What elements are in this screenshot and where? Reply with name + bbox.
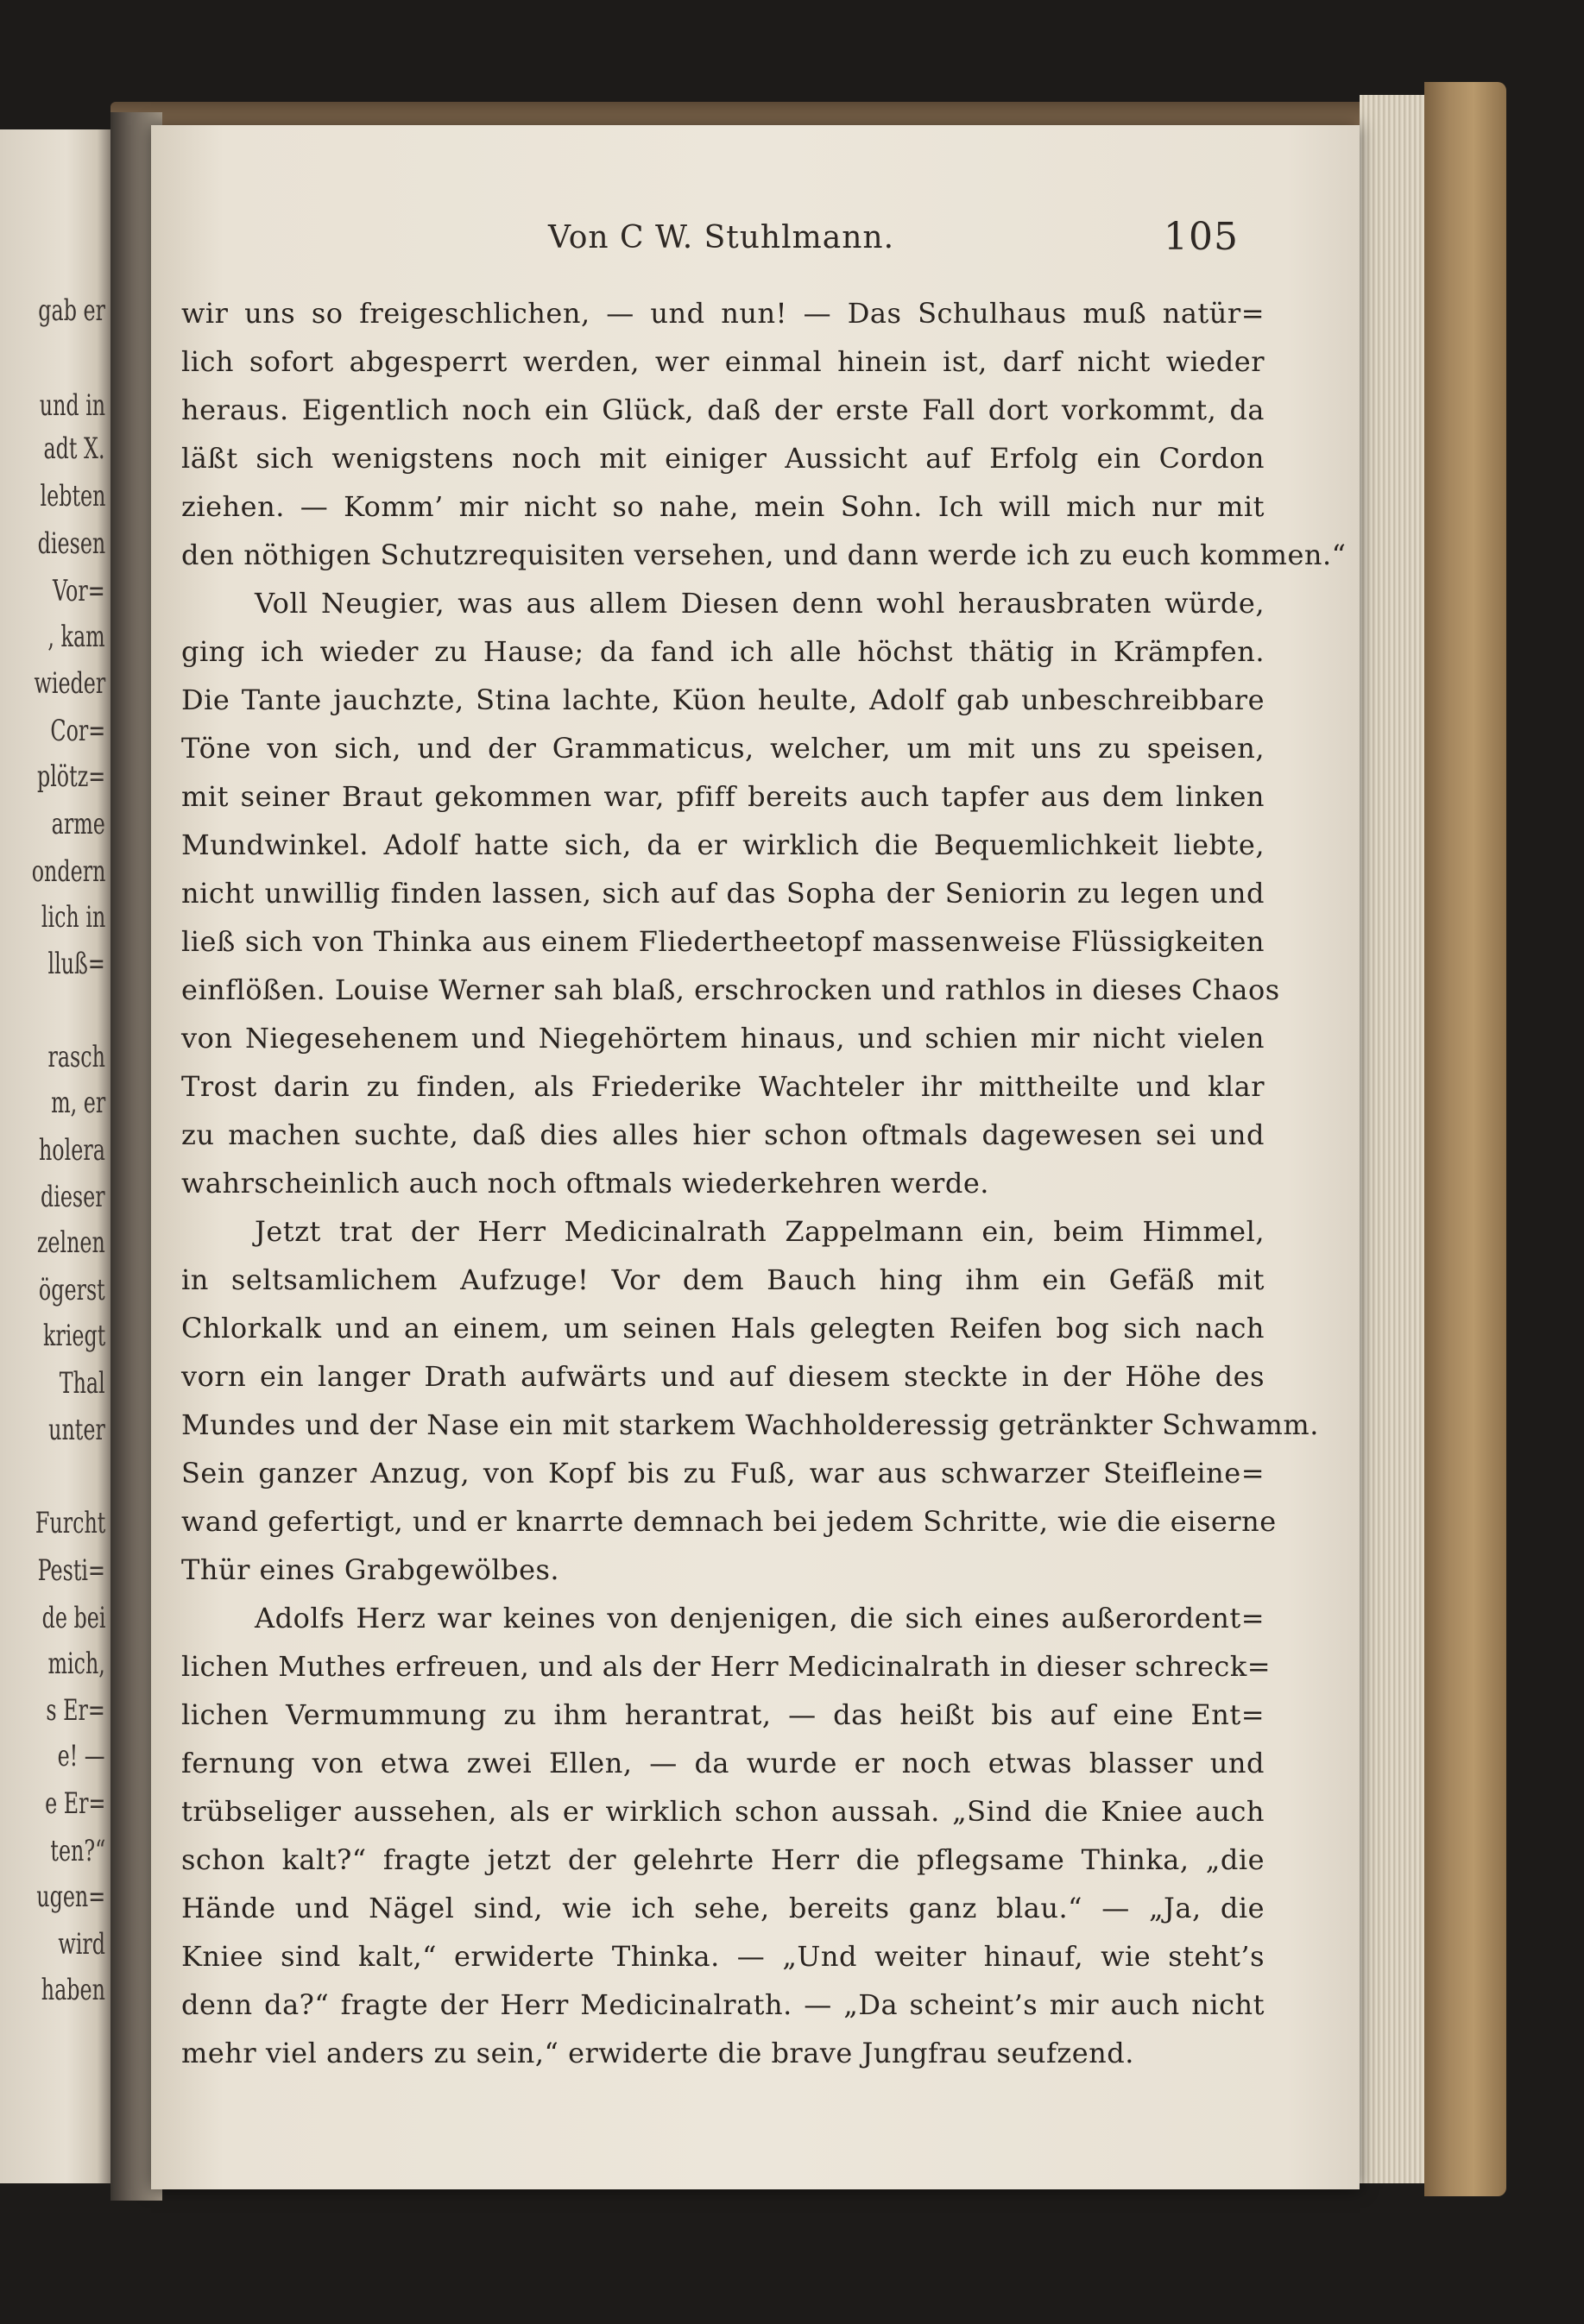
text-line: Die Tante jauchzte, Stina lachte, Küon heulte, Adolf gab unbeschreibbare <box>181 683 1265 716</box>
left-page-fragment: unter <box>48 1413 105 1447</box>
text-line: ziehen. — Komm’ mir nicht so nahe, mein Sohn. Ich will mich nur mit <box>181 490 1265 523</box>
left-page-fragment: lebten <box>40 479 105 513</box>
page-edges <box>1360 95 1424 2183</box>
text-line: lichen Muthes erfreuen, und als der Herr Medicinalrath in dieser schreck= <box>181 1650 1272 1683</box>
left-page-fragment: s Er= <box>46 1693 105 1728</box>
text-line: denn da?“ fragte der Herr Medicinalrath. — „Da scheint’s mir auch nicht <box>181 1988 1265 2021</box>
text-line: in seltsamlichem Aufzuge! Vor dem Bauch hing ihm ein Gefäß mit <box>181 1263 1265 1296</box>
text-line: zu machen suchte, daß dies alles hier schon oftmals dagewesen sei und <box>181 1118 1265 1151</box>
text-line: fernung von etwa zwei Ellen, — da wurde er noch etwas blasser und <box>181 1747 1265 1779</box>
left-page-fragment: ugen= <box>36 1880 105 1914</box>
left-page-fragment: ten?“ <box>50 1834 105 1868</box>
text-line: vorn ein langer Drath aufwärts und auf diesem steckte in der Höhe des <box>181 1360 1265 1393</box>
text-line: Kniee sind kalt,“ erwiderte Thinka. — „Und weiter hinauf, wie steht’s <box>181 1940 1265 1973</box>
left-page-fragment: rasch <box>47 1040 105 1074</box>
text-line: wir uns so freigeschlichen, — und nun! — Das Schulhaus muß natür= <box>181 297 1265 330</box>
text-line: von Niegesehenem und Niegehörtem hinaus, und schien mir nicht vielen <box>181 1022 1265 1055</box>
text-line: läßt sich wenigstens noch mit einiger Aussicht auf Erfolg ein Cordon <box>181 442 1265 475</box>
text-line: Sein ganzer Anzug, von Kopf bis zu Fuß, war aus schwarzer Steifleine= <box>181 1457 1265 1490</box>
left-page-fragment: lich in <box>41 900 105 935</box>
text-line: wahrscheinlich auch noch oftmals wiederkehren werde. <box>181 1167 989 1200</box>
left-page-fragment: lluß= <box>47 947 105 981</box>
text-line: Adolfs Herz war keines von denjenigen, die sich eines außerordent= <box>255 1602 1265 1634</box>
left-page-fragment: ögerst <box>39 1273 105 1307</box>
right-page <box>151 125 1360 2189</box>
text-line: lich sofort abgesperrt werden, wer einmal hinein ist, darf nicht wieder <box>181 345 1265 378</box>
left-page-fragment: , kam <box>47 620 105 654</box>
body-text <box>181 289 1347 2077</box>
text-line: wand gefertigt, und er knarrte demnach bei jedem Schritte, wie die eiserne <box>181 1505 1277 1538</box>
left-page-fragment: gab er <box>38 293 105 328</box>
text-line: heraus. Eigentlich noch ein Glück, daß der erste Fall dort vorkommt, da <box>181 394 1265 426</box>
left-page-fragment: plötz= <box>36 759 105 794</box>
text-line: Jetzt trat der Herr Medicinalrath Zappelmann ein, beim Himmel, <box>255 1215 1265 1248</box>
left-page-fragment: wird <box>58 1927 105 1962</box>
left-page-fragment: kriegt <box>42 1319 105 1353</box>
left-page-fragment: holera <box>39 1133 105 1168</box>
page-number: 105 <box>1164 215 1239 259</box>
left-page-fragment: de bei <box>41 1601 105 1635</box>
running-title: Von C W. Stuhlmann. <box>548 220 895 255</box>
left-page-fragment: mich, <box>47 1647 105 1681</box>
left-page-fragment: haben <box>41 1973 105 2007</box>
text-line: Mundes und der Nase ein mit starkem Wachholderessig getränkter Schwamm. <box>181 1408 1319 1441</box>
text-line: ließ sich von Thinka aus einem Fliedertheetopf massenweise Flüssigkeiten <box>181 925 1265 958</box>
left-page <box>0 129 110 2183</box>
text-line: einflößen. Louise Werner sah blaß, erschrocken und rathlos in dieses Chaos <box>181 973 1280 1006</box>
text-line: Voll Neugier, was aus allem Diesen denn wohl herausbraten würde, <box>255 587 1265 620</box>
text-line: Töne von sich, und der Grammaticus, welcher, um mit uns zu speisen, <box>181 732 1265 765</box>
text-line: mit seiner Braut gekommen war, pfiff bereits auch tapfer aus dem linken <box>181 780 1265 813</box>
text-line: schon kalt?“ fragte jetzt der gelehrte Herr die pflegsame Thinka, „die <box>181 1843 1265 1876</box>
left-page-fragment: e Er= <box>44 1786 105 1821</box>
text-line: Hände und Nägel sind, wie ich sehe, bereits ganz blau.“ — „Ja, die <box>181 1892 1265 1924</box>
text-line: Thür eines Grabgewölbes. <box>181 1553 560 1586</box>
book-cover-edge <box>1424 82 1506 2196</box>
left-page-fragment: zelnen <box>37 1225 105 1260</box>
left-page-fragment: Vor= <box>53 574 105 608</box>
left-page-fragment: adt X. <box>43 431 105 466</box>
left-page-fragment: diesen <box>37 526 105 561</box>
text-line: den nöthigen Schutzrequisiten versehen, und dann werde ich zu euch kommen.“ <box>181 538 1347 571</box>
text-line: Chlorkalk und an einem, um seinen Hals gelegten Reifen bog sich nach <box>181 1312 1265 1345</box>
text-line: lichen Vermummung zu ihm herantrat, — das heißt bis auf eine Ent= <box>181 1698 1265 1731</box>
text-line: Trost darin zu finden, als Friederike Wachteler ihr mittheilte und klar <box>181 1070 1265 1103</box>
left-page-fragment: Cor= <box>50 714 105 748</box>
left-page-fragment: ondern <box>31 854 105 889</box>
left-page-fragment: arme <box>51 807 105 841</box>
left-page-fragment: wieder <box>34 666 105 701</box>
left-page-fragment: m, er <box>50 1086 105 1120</box>
left-page-fragment: Furcht <box>35 1506 105 1540</box>
text-line: mehr viel anders zu sein,“ erwiderte die brave Jungfrau seufzend. <box>181 2037 1134 2069</box>
book-cover-top-edge <box>110 102 1506 128</box>
left-page-fragment: und in <box>39 388 105 423</box>
left-page-fragment: dieser <box>41 1180 105 1214</box>
left-page-fragment: Pesti= <box>37 1553 105 1588</box>
left-page-fragment: e! — <box>57 1739 105 1773</box>
text-line: nicht unwillig finden lassen, sich auf das Sopha der Seniorin zu legen und <box>181 877 1265 910</box>
text-line: ging ich wieder zu Hause; da fand ich alle höchst thätig in Krämpfen. <box>181 635 1265 668</box>
text-line: trübseliger aussehen, als er wirklich schon aussah. „Sind die Kniee auch <box>181 1795 1265 1828</box>
left-page-fragment: Thal <box>59 1366 105 1401</box>
text-line: Mundwinkel. Adolf hatte sich, da er wirklich die Bequemlichkeit liebte, <box>181 828 1265 861</box>
